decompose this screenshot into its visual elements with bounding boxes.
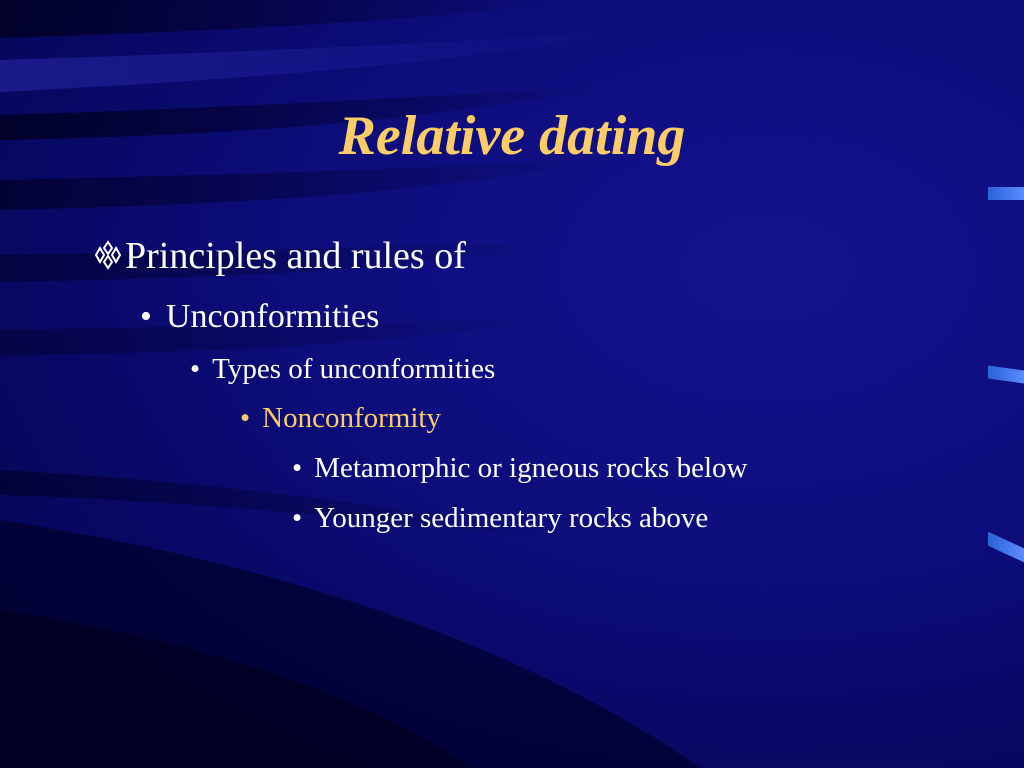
bullet-text: Nonconformity [262,402,441,434]
diamond-icon [91,240,125,270]
slide-title: Relative dating [338,105,686,167]
bullet-dot-icon: • [240,402,251,434]
bullet-text: Metamorphic or igneous rocks below [314,452,748,484]
bullet-dot-icon: • [292,452,303,484]
bullet-dot-icon: • [292,502,303,534]
bullet-text: Principles and rules of [125,235,466,277]
accent-tab [988,187,1024,200]
bullet-dot-icon: • [140,298,152,335]
bullet-text: Younger sedimentary rocks above [314,502,709,534]
bullet-dot-icon: • [190,353,201,385]
bullet-level-1 [91,232,466,280]
bullet-text: Unconformities [165,298,380,335]
bullet-level-2 [140,296,379,338]
bullet-text: Types of unconformities [212,353,496,385]
bullet-level-5 [292,499,708,537]
bullet-level-4 [240,399,441,437]
bullet-level-5 [292,449,747,487]
bullet-level-3 [190,350,495,388]
